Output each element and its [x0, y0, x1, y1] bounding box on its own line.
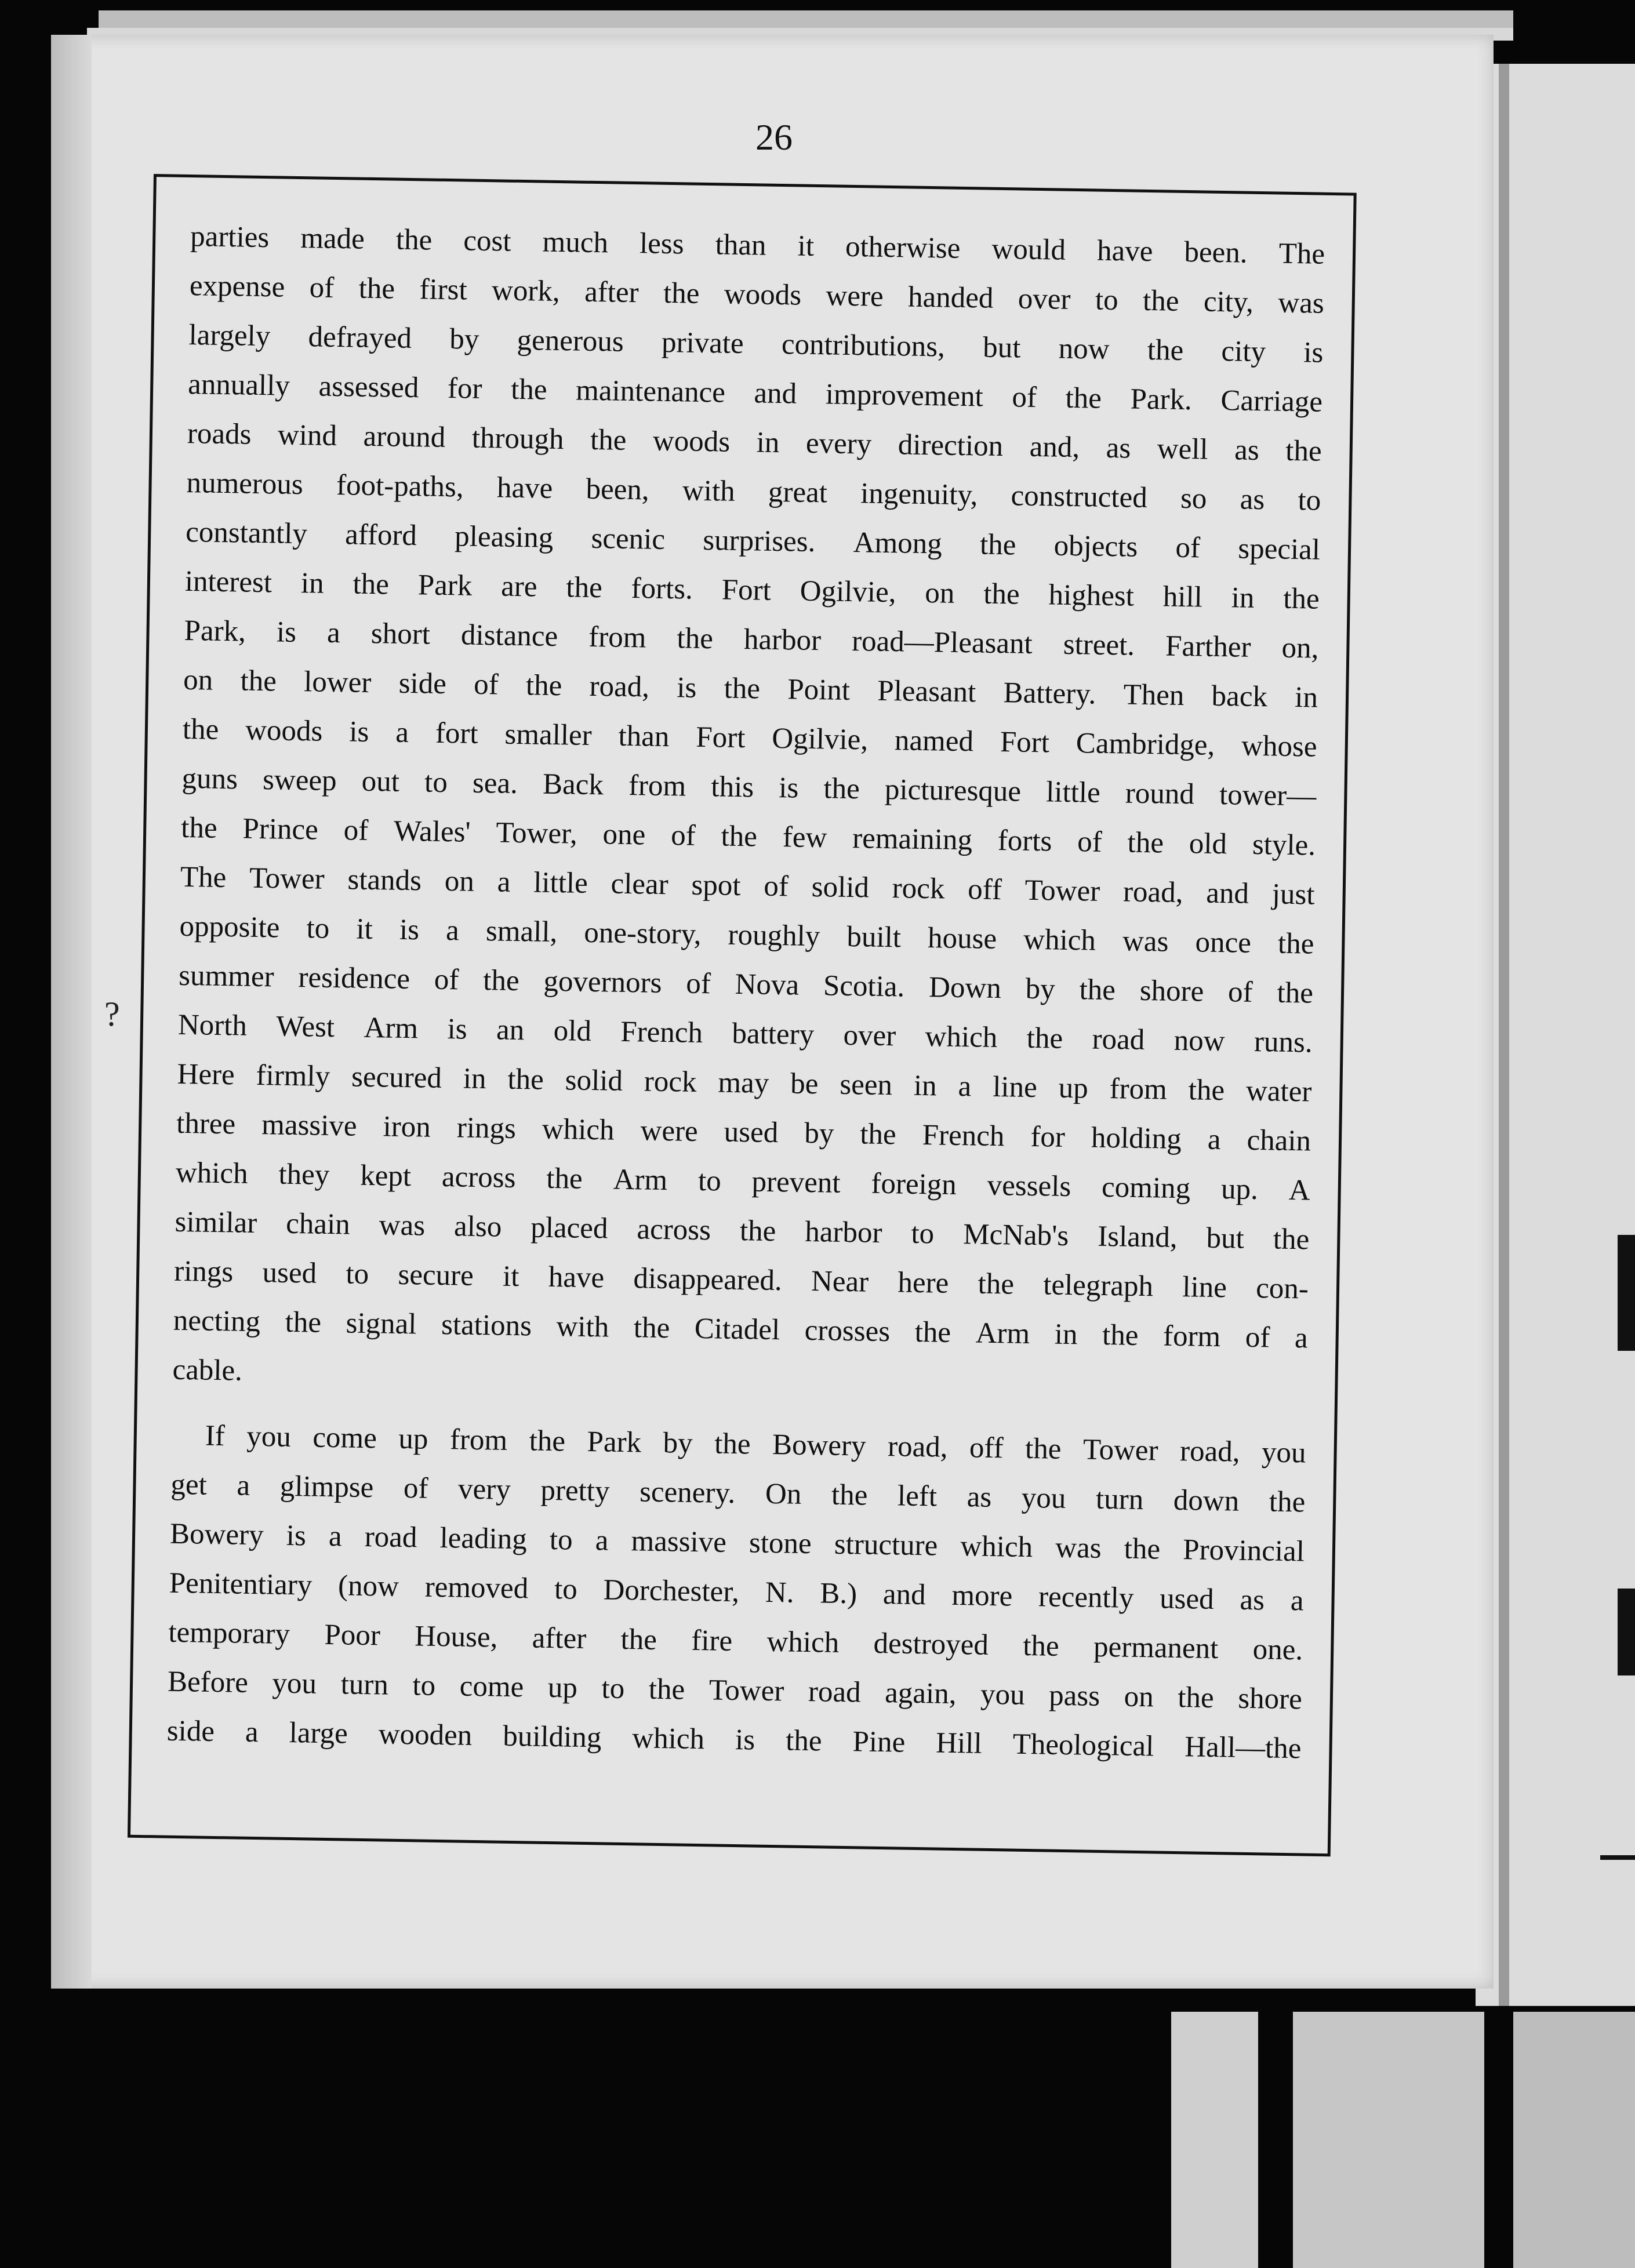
paragraph	[166, 1411, 1306, 1774]
background-strip	[1171, 2012, 1258, 2268]
text-line: cable.	[172, 1353, 243, 1387]
text-line: Here firmly secured in the solid rock may be seen in a line up from the water	[177, 1057, 1312, 1108]
text-line: constantly afford pleasing scenic surprises. Among the objects of special	[185, 515, 1321, 566]
text-line: which they kept across the Arm to prevent foreign vessels coming up. A	[175, 1156, 1311, 1207]
text-line: rings used to secure it have disappeared. Near here the telegraph line con-	[173, 1255, 1309, 1306]
text-line: Before you turn to come up to the Tower road again, you pass on the shore	[167, 1665, 1303, 1716]
page-binding-edge	[51, 35, 92, 1989]
text-line: necting the signal stations with the Citadel crosses the Arm in the form of a	[173, 1304, 1309, 1355]
text-line: Bowery is a road leading to a massive stone structure which was the Provincial	[169, 1517, 1305, 1568]
facing-page-glyph	[1618, 1235, 1635, 1351]
text-line: If you come up from the Park by the Bowery road, off the Tower road, you	[205, 1419, 1306, 1470]
text-line: expense of the first work, after the woods were handed over to the city, was	[189, 270, 1325, 320]
text-line: three massive iron rings which were used by the French for holding a chain	[176, 1107, 1311, 1158]
margin-pencil-mark: ?	[104, 995, 120, 1033]
text-line: Park, is a short distance from the harbor road—Pleasant street. Farther on,	[184, 614, 1319, 665]
text-line: roads wind around through the woods in every direction and, as well as the	[187, 417, 1322, 468]
text-line: the woods is a fort smaller than Fort Ogilvie, named Fort Cambridge, whose	[182, 713, 1317, 764]
text-line: similar chain was also placed across the harbor to McNab's Island, but the	[175, 1205, 1310, 1256]
text-line: largely defrayed by generous private contributions, but now the city is	[188, 318, 1324, 369]
text-line: the Prince of Wales' Tower, one of the few remaining forts of the old style.	[180, 811, 1316, 862]
text-line: numerous foot-paths, have been, with great ingenuity, constructed so as to	[186, 466, 1321, 517]
text-line: North West Arm is an old French battery over which the road now runs.	[177, 1008, 1313, 1059]
text-line: opposite to it is a small, one-story, roughly built house which was once the	[179, 910, 1314, 961]
text-line: side a large wooden building which is the Pine Hill Theological Hall—the	[166, 1714, 1302, 1765]
text-line: The Tower stands on a little clear spot of solid rock off Tower road, and just	[180, 860, 1315, 911]
text-line: summer residence of the governors of Nova Scotia. Down by the shore of the	[178, 959, 1314, 1010]
background-strip	[1513, 2012, 1635, 2268]
text-line: on the lower side of the road, is the Point Pleasant Battery. Then back in	[183, 663, 1318, 714]
page-number: 26	[755, 117, 793, 158]
facing-page-gutter	[1499, 64, 1509, 2006]
facing-page-rule	[1600, 1855, 1635, 1860]
paragraph	[172, 212, 1325, 1412]
text-frame	[128, 174, 1357, 1856]
text-line: guns sweep out to sea. Back from this is the picturesque little round tower—	[181, 762, 1317, 813]
text-line: parties made the cost much less than it otherwise would have been. The	[190, 220, 1325, 271]
text-line: get a glimpse of very pretty scenery. On the left as you turn down the	[170, 1468, 1306, 1519]
text-line: temporary Poor House, after the fire which destroyed the permanent one.	[168, 1616, 1303, 1667]
text-line: Penitentiary (now removed to Dorchester, N. B.) and more recently used as a	[169, 1566, 1304, 1618]
text-line: annually assessed for the maintenance and improvement of the Park. Carriage	[187, 368, 1323, 419]
body-text	[166, 212, 1325, 1773]
background-strip	[1293, 2012, 1484, 2268]
facing-page-glyph	[1618, 1589, 1635, 1675]
text-line: interest in the Park are the forts. Fort Ogilvie, on the highest hill in the	[184, 565, 1320, 616]
